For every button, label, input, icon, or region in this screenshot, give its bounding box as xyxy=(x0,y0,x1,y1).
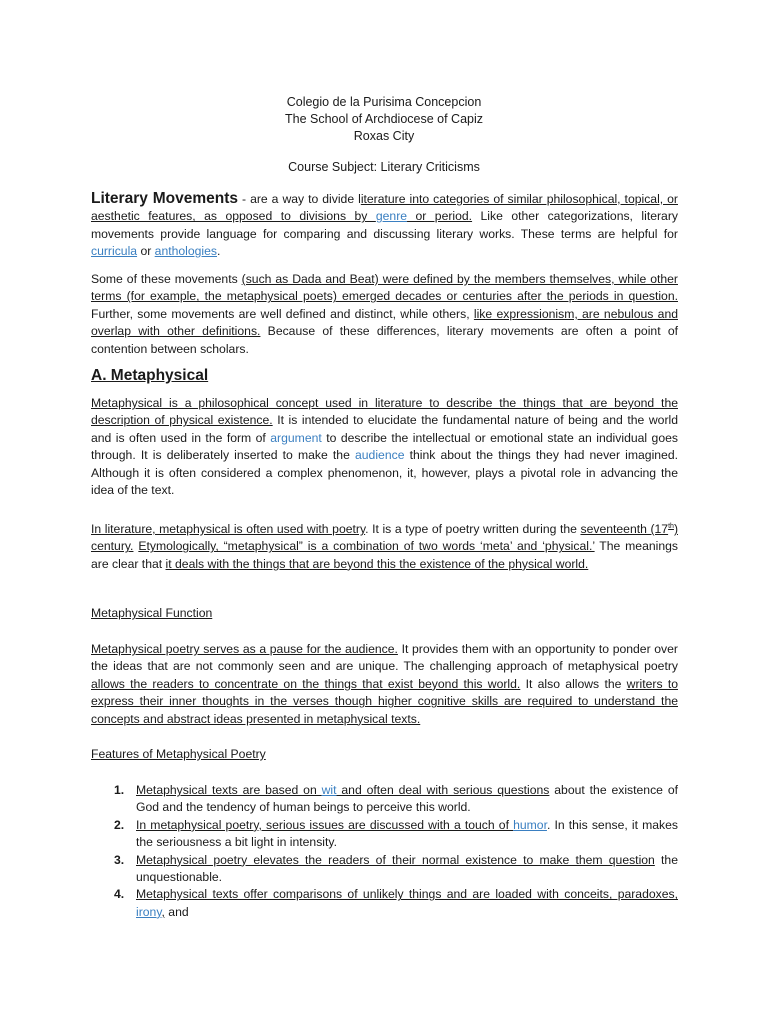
school-subtitle: The School of Archdiocese of Capiz xyxy=(284,112,484,126)
anthologies-link[interactable]: anthologies xyxy=(154,244,218,259)
features-heading: Features of Metaphysical Poetry xyxy=(91,747,266,761)
wit-link[interactable]: wit xyxy=(321,783,337,797)
literary-movements-term: Literary Movements xyxy=(91,190,239,207)
humor-link[interactable]: humor xyxy=(513,817,547,832)
function-paragraph: Metaphysical poetry serves as a pause for the audience. It provides them with an opportunity to ponder over the ideas that are not commonly seen and are unique. The challenging approach of metaphysical poetry allows the readers to concentrate on the things that exist beyond this world. It also allows the writers to express their inner thoughts in the verses though higher cognitive skills are required to understand the concepts and abstract ideas presented in metaphysical texts. xyxy=(91,642,679,726)
course-subject: Course Subject: Literary Criticisms xyxy=(288,160,480,174)
audience-link[interactable]: audience xyxy=(355,448,405,463)
irony-link[interactable]: irony xyxy=(136,904,162,919)
metaphysical-definition-paragraph: Metaphysical is a philosophical concept used in literature to describe the things that are beyond the description of physical existence. It is intended to elucidate the fundamental nature of being and the world and is often used in the form of argument to describe the intellectual or emotional state an individual goes through. It is deliberately inserted to make the audience think about the things they had never imagined. Although it is often considered a complex phenomenon, it, however, plays a pivotal role in advancing the idea of the text. xyxy=(91,396,678,498)
list-item: 2. In metaphysical poetry, serious issues are discussed with a touch of humor. In this sense, it makes the seriousness a bit light in intensity. xyxy=(114,817,678,850)
curricula-link[interactable]: curricula xyxy=(91,244,138,259)
school-name: Colegio de la Purisima Concepcion xyxy=(286,95,482,109)
document-header xyxy=(0,94,768,176)
argument-link[interactable]: argument xyxy=(270,430,322,445)
function-heading: Metaphysical Function xyxy=(91,606,213,620)
features-list xyxy=(91,782,678,921)
movements-paragraph: Some of these movements (such as Dada and Beat) were defined by the members themselves, while other terms (for example, the metaphysical poets) emerged decades or centuries after the periods in question. Further, some movements are well defined and distinct, while others, like expressionism, are nebulous and overlap with other definitions. Because of these differences, literary movements are often a point of contention between scholars. xyxy=(91,272,678,356)
list-item: 3. Metaphysical poetry elevates the readers of their normal existence to make them question the unquestionable. xyxy=(114,852,678,885)
list-item: 1. Metaphysical texts are based on wit and often deal with serious questions about the existence of God and the tendency of human beings to perceive this world. xyxy=(114,783,679,815)
intro-paragraph: Literary Movements - are a way to divide literature into categories of similar philosophical, topical, or aesthetic features, as opposed to divisions by genre or period. Like other categorizations, literary movements provide language for comparing and discussing literary works. These terms are helpful for curricula or anthologies. xyxy=(91,190,678,259)
section-heading-metaphysical: A. Metaphysical xyxy=(91,367,209,384)
genre-link[interactable]: genre xyxy=(375,209,408,224)
list-item: 4. Metaphysical texts offer comparisons of unlikely things and are loaded with conceits, paradoxes, irony, and xyxy=(114,887,678,919)
metaphysical-poetry-paragraph: In literature, metaphysical is often used with poetry. It is a type of poetry written during the seventeenth (17th) century. Etymologically, “metaphysical” is a combination of two words ‘meta’ and ‘physical.’ The meanings are clear that it deals with the things that are beyond this the existence of the physical world. xyxy=(91,522,679,571)
school-city: Roxas City xyxy=(353,129,415,143)
